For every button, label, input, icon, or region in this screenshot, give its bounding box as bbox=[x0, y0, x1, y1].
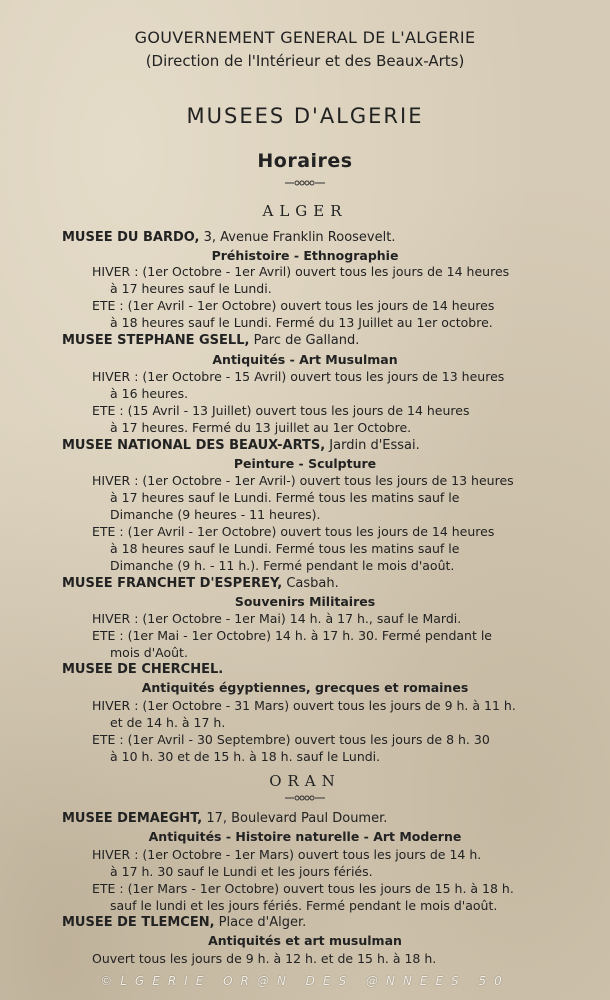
museum-name: MUSEE DEMAEGHT, bbox=[62, 811, 203, 826]
government-heading: GOUVERNEMENT GENERAL DE L'ALGERIE bbox=[134, 28, 476, 47]
schedule-line: HIVER : (1er Octobre - 1er Mai) 14 h. à 17 h., sauf le Mardi. bbox=[92, 611, 462, 626]
schedule-line: à 17 heures sauf le Lundi. bbox=[110, 281, 272, 296]
schedule-line: ETE : (1er Mai - 1er Octobre) 14 h. à 17 h. 30. Fermé pendant le bbox=[92, 628, 492, 643]
museum-name: MUSEE DU BARDO, bbox=[62, 230, 200, 245]
museum-category: Antiquités - Art Musulman bbox=[212, 352, 398, 367]
schedule-line: à 16 heures. bbox=[110, 386, 189, 401]
schedule-line: Dimanche (9 h. - 11 h.). Fermé pendant le mois d'août. bbox=[110, 558, 455, 573]
museum-address: 17, Boulevard Paul Doumer. bbox=[202, 811, 388, 826]
schedule-line: à 18 heures sauf le Lundi. Fermé du 13 Juillet au 1er octobre. bbox=[110, 315, 493, 330]
museum-franchet bbox=[62, 576, 562, 591]
museum-name: MUSEE NATIONAL DES BEAUX-ARTS, bbox=[62, 438, 326, 453]
museum-category: Souvenirs Militaires bbox=[234, 594, 376, 609]
museum-address: Jardin d'Essai. bbox=[325, 438, 420, 453]
schedule-line: ETE : (1er Avril - 1er Octobre) ouvert tous les jours de 14 heures bbox=[92, 298, 495, 313]
schedule-line: à 17 h. 30 sauf le Lundi et les jours fériés. bbox=[110, 864, 373, 879]
schedule-line: à 17 heures. Fermé du 13 juillet au 1er Octobre. bbox=[110, 420, 412, 435]
schedule-line: HIVER : (1er Octobre - 15 Avril) ouvert tous les jours de 13 heures bbox=[92, 369, 505, 384]
schedule-line: Ouvert tous les jours de 9 h. à 12 h. et de 15 h. à 18 h. bbox=[92, 951, 437, 966]
schedule-line: HIVER : (1er Octobre - 31 Mars) ouvert tous les jours de 9 h. à 11 h. bbox=[92, 698, 516, 713]
city-heading-alger: ALGER bbox=[262, 202, 348, 220]
schedule-block bbox=[92, 368, 548, 436]
schedule-line: à 17 heures sauf le Lundi. Fermé tous les matins sauf le bbox=[110, 490, 460, 505]
schedule-block bbox=[92, 697, 548, 765]
schedule-line: ETE : (15 Avril - 13 Juillet) ouvert tous les jours de 14 heures bbox=[92, 403, 470, 418]
schedule-block bbox=[92, 472, 548, 574]
museum-name: MUSEE FRANCHET D'ESPEREY, bbox=[62, 576, 283, 591]
schedule-line: ETE : (1er Mars - 1er Octobre) ouvert tous les jours de 15 h. à 18 h. bbox=[92, 881, 514, 896]
ornament-divider-icon bbox=[285, 180, 325, 186]
museum-category: Antiquités - Histoire naturelle - Art Moderne bbox=[148, 829, 462, 844]
schedule-line: ETE : (1er Avril - 30 Septembre) ouvert tous les jours de 8 h. 30 bbox=[92, 732, 490, 747]
schedule-line: et de 14 h. à 17 h. bbox=[110, 715, 226, 730]
schedule-heading: Horaires bbox=[257, 150, 353, 172]
schedule-line: HIVER : (1er Octobre - 1er Avril-) ouvert tous les jours de 13 heures bbox=[92, 473, 514, 488]
museum-address: Casbah. bbox=[282, 576, 339, 591]
watermark-footer: ©LGERIE OR@N DES @NNEES 50 bbox=[100, 974, 510, 988]
museum-name: MUSEE DE TLEMCEN, bbox=[62, 915, 215, 930]
museum-demaeght bbox=[62, 811, 562, 826]
ornament-divider-icon bbox=[285, 795, 325, 801]
museum-address: Parc de Galland. bbox=[249, 333, 360, 348]
museum-tlemcen bbox=[62, 915, 562, 930]
museum-category: Antiquités égyptiennes, grecques et romaines bbox=[141, 680, 469, 695]
schedule-line: sauf le lundi et les jours fériés. Fermé pendant le mois d'août. bbox=[110, 898, 498, 913]
museum-name: MUSEE DE CHERCHEL. bbox=[62, 662, 224, 677]
schedule-line: ETE : (1er Avril - 1er Octobre) ouvert tous les jours de 14 heures bbox=[92, 524, 495, 539]
museum-bardo bbox=[62, 230, 562, 245]
city-heading-oran: ORAN bbox=[269, 772, 341, 790]
museum-address: Place d'Alger. bbox=[214, 915, 307, 930]
museum-cherchel bbox=[62, 662, 562, 677]
page-title: MUSEES D'ALGERIE bbox=[186, 104, 424, 128]
schedule-block bbox=[92, 263, 548, 331]
museum-category: Antiquités et art musulman bbox=[208, 933, 402, 948]
museum-category: Peinture - Sculpture bbox=[233, 456, 377, 471]
schedule-line: HIVER : (1er Octobre - 1er Mars) ouvert tous les jours de 14 h. bbox=[92, 847, 482, 862]
museum-name: MUSEE STEPHANE GSELL, bbox=[62, 333, 250, 348]
schedule-block bbox=[92, 610, 548, 661]
schedule-line: mois d'Août. bbox=[110, 645, 188, 660]
museum-category: Préhistoire - Ethnographie bbox=[211, 248, 399, 263]
museum-gsell bbox=[62, 333, 562, 348]
schedule-line: Dimanche (9 heures - 11 heures). bbox=[110, 507, 321, 522]
museum-beaux-arts bbox=[62, 438, 562, 453]
schedule-block bbox=[92, 950, 548, 967]
schedule-line: à 18 heures sauf le Lundi. Fermé tous les matins sauf le bbox=[110, 541, 460, 556]
schedule-line: à 10 h. 30 et de 15 h. à 18 h. sauf le Lundi. bbox=[110, 749, 381, 764]
museum-address: 3, Avenue Franklin Roosevelt. bbox=[199, 230, 396, 245]
schedule-line: HIVER : (1er Octobre - 1er Avril) ouvert tous les jours de 14 heures bbox=[92, 264, 510, 279]
direction-subheading: (Direction de l'Intérieur et des Beaux-Arts) bbox=[145, 52, 465, 70]
schedule-block bbox=[92, 846, 548, 914]
